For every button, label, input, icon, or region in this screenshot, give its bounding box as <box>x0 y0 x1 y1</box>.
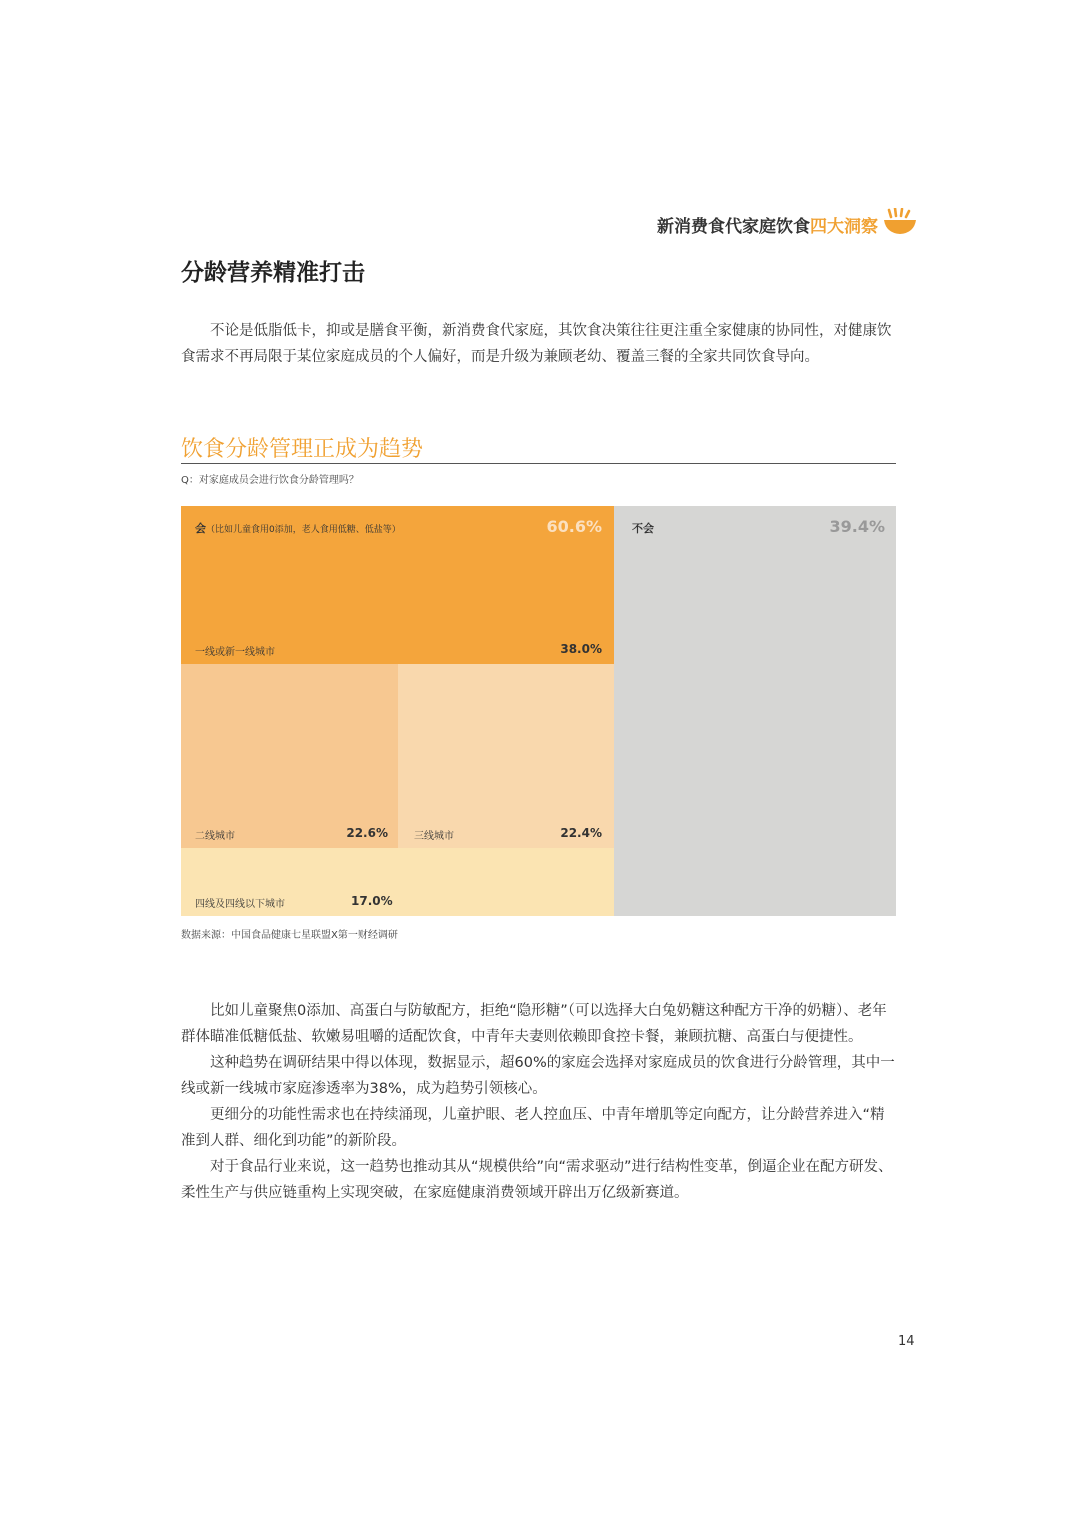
chart-title-rule <box>181 463 896 464</box>
tier4-label: 四线及四线以下城市 <box>195 899 285 910</box>
body-paragraph-3: 更细分的功能性需求也在持续涌现，儿童护眼、老人控血压、中青年增肌等定向配方，让分龄营养进入“精准到人群、细化到功能”的新阶段。 <box>181 1107 885 1149</box>
body-paragraph-4: 对于食品行业来说，这一趋势也推动其从“规模供给”向“需求驱动”进行结构性变革，倒逼企业在配方研发、柔性生产与供应链重构上实现突破，在家庭健康消费领域开辟出万亿级新赛道。 <box>181 1159 893 1201</box>
yes-note: （比如儿童食用0添加，老人食用低糖、低盐等） <box>206 525 401 535</box>
section-title: 分龄营养精准打击 <box>181 260 365 286</box>
treemap-cell-no <box>614 506 896 916</box>
yes-value: 60.6% <box>546 517 602 536</box>
header-title-main: 新消费食代家庭饮食 <box>657 217 810 237</box>
body-paragraph-1: 比如儿童聚焦0添加、高蛋白与防敏配方，拒绝“隐形糖”（可以选择大白兔奶糖这种配方干净的奶糖）、老年群体瞄准低糖低盐、软嫩易咀嚼的适配饮食，中青年夫妻则依赖即食控卡餐，兼顾抗糖、高蛋白与便捷性。 <box>181 1003 887 1045</box>
treemap-cell-tier4 <box>181 848 614 916</box>
no-label: 不会 <box>632 522 654 535</box>
tier1-value: 38.0% <box>560 642 602 656</box>
data-source: 数据来源：中国食品健康七星联盟X第一财经调研 <box>181 930 398 941</box>
body-paragraph-2: 这种趋势在调研结果中得以体现，数据显示，超60%的家庭会选择对家庭成员的饮食进行分龄管理，其中一线或新一线城市家庭渗透率为38%，成为趋势引领核心。 <box>181 1055 895 1097</box>
intro-text: 不论是低脂低卡，抑或是膳食平衡，新消费食代家庭，其饮食决策往往更注重全家健康的协同性，对健康饮食需求不再局限于某位家庭成员的个人偏好，而是升级为兼顾老幼、覆盖三餐的全家共同饮食导向。 <box>181 323 892 365</box>
page-number: 14 <box>898 1334 915 1349</box>
header-title-accent: 四大洞察 <box>810 217 878 237</box>
survey-question: Q：对家庭成员会进行饮食分龄管理吗？ <box>181 475 359 486</box>
treemap-chart <box>181 506 896 916</box>
bowl-icon <box>883 208 917 236</box>
chart-title: 饮食分龄管理正成为趋势 <box>181 437 424 462</box>
tier2-label: 二线城市 <box>195 831 235 842</box>
intro-paragraph <box>181 318 896 370</box>
tier2-value: 22.6% <box>346 826 388 840</box>
no-value: 39.4% <box>829 517 885 536</box>
treemap-cell-tier2 <box>181 664 398 848</box>
yes-label-text: 会 <box>195 522 206 535</box>
header-title <box>657 212 878 237</box>
treemap-cell-yes <box>181 506 614 664</box>
tier4-value: 17.0% <box>351 894 393 908</box>
tier3-value: 22.4% <box>560 826 602 840</box>
yes-label <box>195 520 401 536</box>
tier3-label: 三线城市 <box>414 831 454 842</box>
body-paragraphs <box>181 998 896 1206</box>
treemap-cell-tier3 <box>398 664 614 848</box>
tier1-label: 一线或新一线城市 <box>195 647 275 658</box>
